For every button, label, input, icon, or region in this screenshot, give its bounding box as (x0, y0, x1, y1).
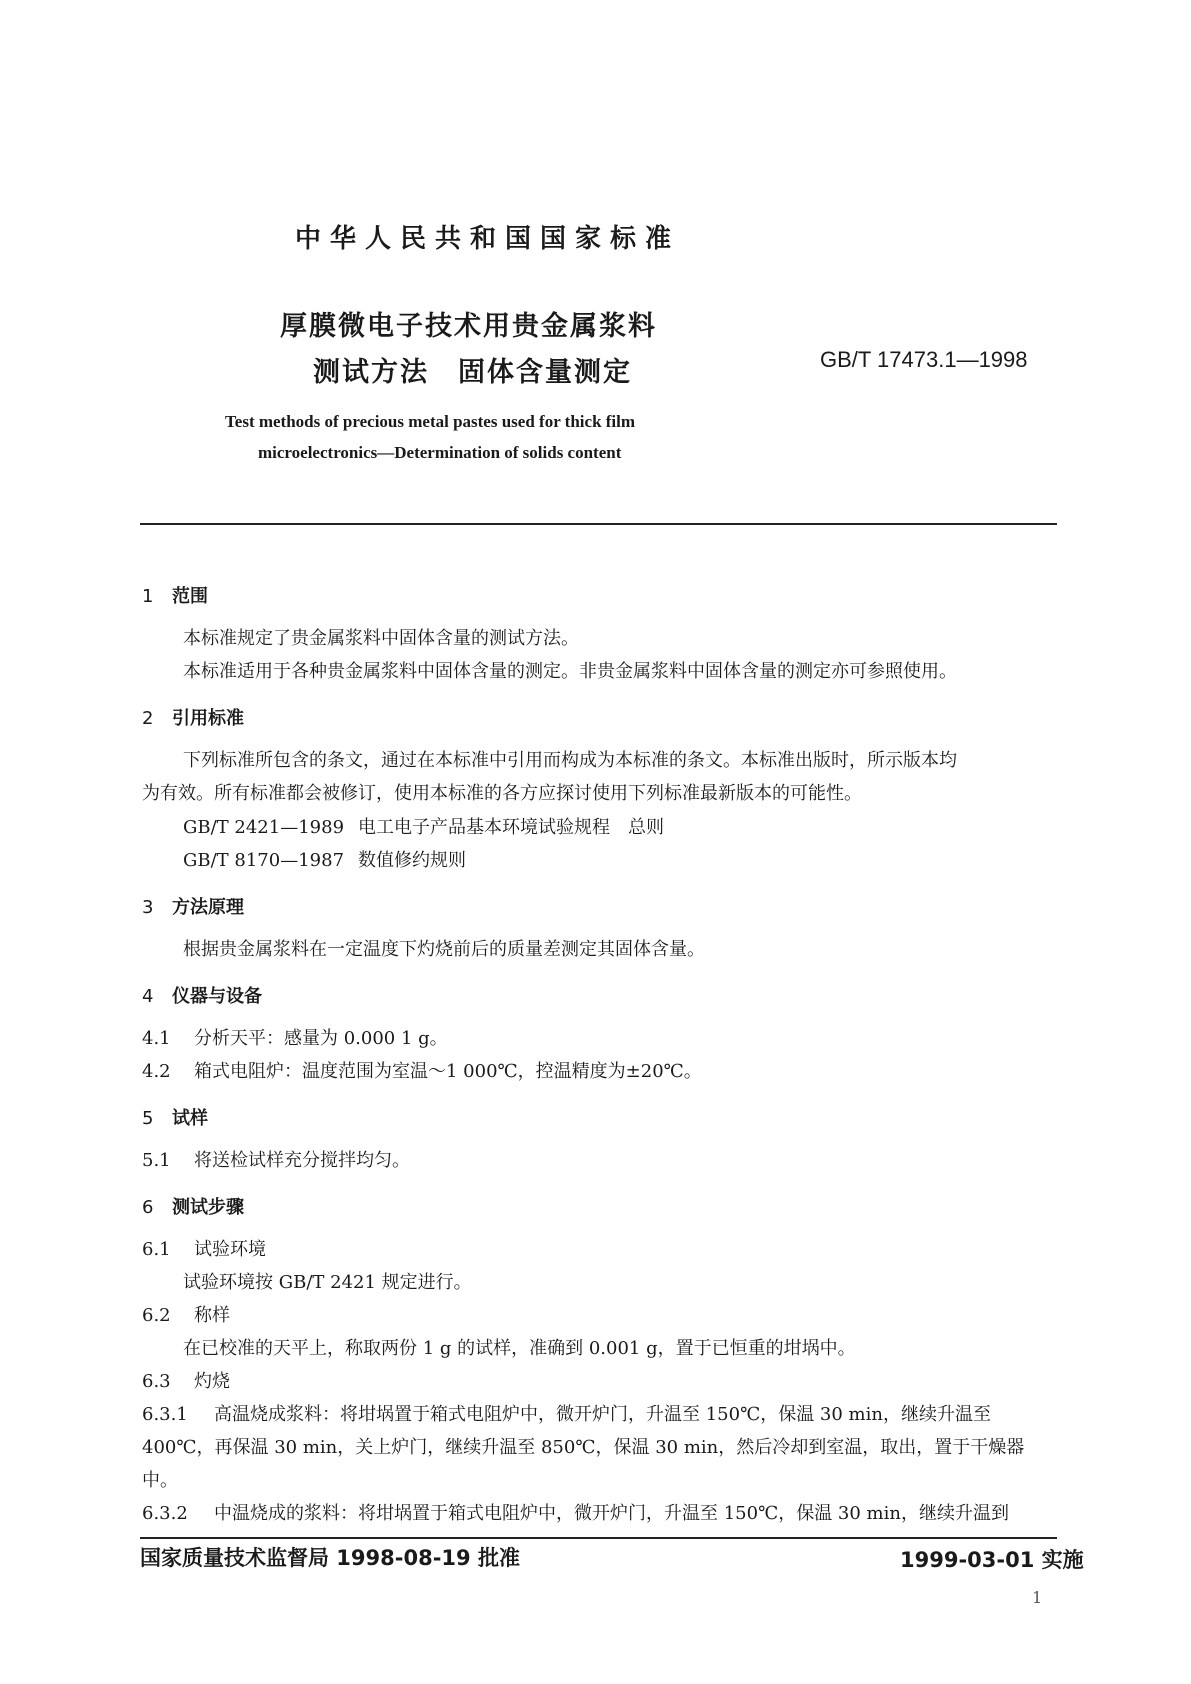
clause-4-2 (142, 1057, 702, 1083)
clause-6-3-1-line-3: 中。 (142, 1470, 178, 1491)
reference-code: GB/T 8170—1987 (183, 850, 345, 871)
clause-number: 6.3.2 (142, 1503, 188, 1524)
section-2-paragraph-line-1: 下列标准所包含的条文，通过在本标准中引用而构成为本标准的条文。本标准出版时，所示版本均 (183, 750, 957, 771)
approval-statement: 国家质量技术监督局 1998-08-19 批准 (140, 1546, 520, 1570)
section-2-heading (142, 704, 244, 730)
clause-title: 灼烧 (194, 1371, 230, 1392)
section-title: 测试步骤 (172, 1197, 244, 1218)
section-title: 试样 (172, 1108, 208, 1129)
clause-number: 4.1 (142, 1028, 171, 1049)
clause-number: 5.1 (142, 1150, 171, 1171)
section-1-paragraph-2: 本标准适用于各种贵金属浆料中固体含量的测定。非贵金属浆料中固体含量的测定亦可参照使用。 (183, 661, 957, 682)
reference-item (183, 846, 466, 872)
clause-6-2-text: 在已校准的天平上，称取两份 1 g 的试样，准确到 0.001 g，置于已恒重的坩埚中。 (183, 1338, 856, 1359)
section-title: 范围 (172, 586, 208, 607)
clause-number: 6.3 (142, 1371, 171, 1392)
section-number: 5 (142, 1108, 154, 1129)
section-3-heading (142, 893, 244, 919)
clause-5-1 (142, 1146, 410, 1172)
section-number: 6 (142, 1197, 154, 1218)
clause-text: 箱式电阻炉：温度范围为室温～1 000℃，控温精度为±20℃。 (194, 1061, 702, 1082)
section-2-paragraph-line-2: 为有效。所有标准都会被修订，使用本标准的各方应探讨使用下列标准最新版本的可能性。 (142, 783, 862, 804)
clause-text: 分析天平：感量为 0.000 1 g。 (194, 1028, 448, 1049)
section-4-heading (142, 982, 262, 1008)
reference-item (183, 813, 664, 839)
clause-6-2 (142, 1301, 230, 1327)
section-title: 引用标准 (172, 708, 244, 729)
header-divider (140, 523, 1057, 525)
clause-6-1-text: 试验环境按 GB/T 2421 规定进行。 (183, 1272, 472, 1293)
section-number: 4 (142, 986, 154, 1007)
clause-number: 6.2 (142, 1305, 171, 1326)
clause-text: 中温烧成的浆料：将坩埚置于箱式电阻炉中，微开炉门，升温至 150℃，保温 30 min，继续升温到 (214, 1503, 1009, 1524)
reference-name: 数值修约规则 (358, 850, 466, 871)
section-number: 1 (142, 586, 154, 607)
clause-6-3-2 (142, 1499, 1009, 1525)
standard-number: GB/T 17473.1—1998 (820, 347, 1028, 372)
clause-text: 高温烧成浆料：将坩埚置于箱式电阻炉中，微开炉门，升温至 150℃，保温 30 min，继续升温至 (214, 1404, 991, 1425)
clause-number: 4.2 (142, 1061, 171, 1082)
clause-title: 试验环境 (194, 1239, 266, 1260)
clause-number: 6.1 (142, 1239, 171, 1260)
section-6-heading (142, 1193, 244, 1219)
section-number: 3 (142, 897, 154, 918)
section-number: 2 (142, 708, 154, 729)
section-title: 仪器与设备 (172, 986, 262, 1007)
implementation-date: 1999-03-01 实施 (900, 1548, 1084, 1572)
title-line-1: 厚膜微电子技术用贵金属浆料 (280, 311, 657, 342)
section-5-heading (142, 1104, 208, 1130)
english-title-line-2: microelectronics—Determination of solids content (258, 443, 622, 462)
title-line-2: 测试方法 固体含量测定 (313, 357, 632, 388)
section-1-paragraph-1: 本标准规定了贵金属浆料中固体含量的测试方法。 (183, 628, 579, 649)
clause-6-3-1-line-2: 400℃，再保温 30 min，关上炉门，继续升温至 850℃，保温 30 min，然后冷却到室温，取出，置于干燥器 (142, 1437, 1025, 1458)
clause-title: 称样 (194, 1305, 230, 1326)
footer-divider (140, 1537, 1057, 1539)
clause-4-1 (142, 1024, 448, 1050)
clause-text: 将送检试样充分搅拌均匀。 (194, 1150, 410, 1171)
national-standard-heading: 中华人民共和国国家标准 (295, 224, 681, 254)
clause-6-3 (142, 1367, 230, 1393)
page-number: 1 (1032, 1588, 1043, 1607)
reference-name: 电工电子产品基本环境试验规程 总则 (358, 817, 664, 838)
section-1-heading (142, 582, 208, 608)
english-title-line-1: Test methods of precious metal pastes used for thick film (225, 412, 636, 431)
clause-number: 6.3.1 (142, 1404, 188, 1425)
reference-code: GB/T 2421—1989 (183, 817, 345, 838)
section-3-paragraph: 根据贵金属浆料在一定温度下灼烧前后的质量差测定其固体含量。 (183, 939, 705, 960)
clause-6-3-1 (142, 1400, 991, 1426)
section-title: 方法原理 (172, 897, 244, 918)
clause-6-1 (142, 1235, 266, 1261)
